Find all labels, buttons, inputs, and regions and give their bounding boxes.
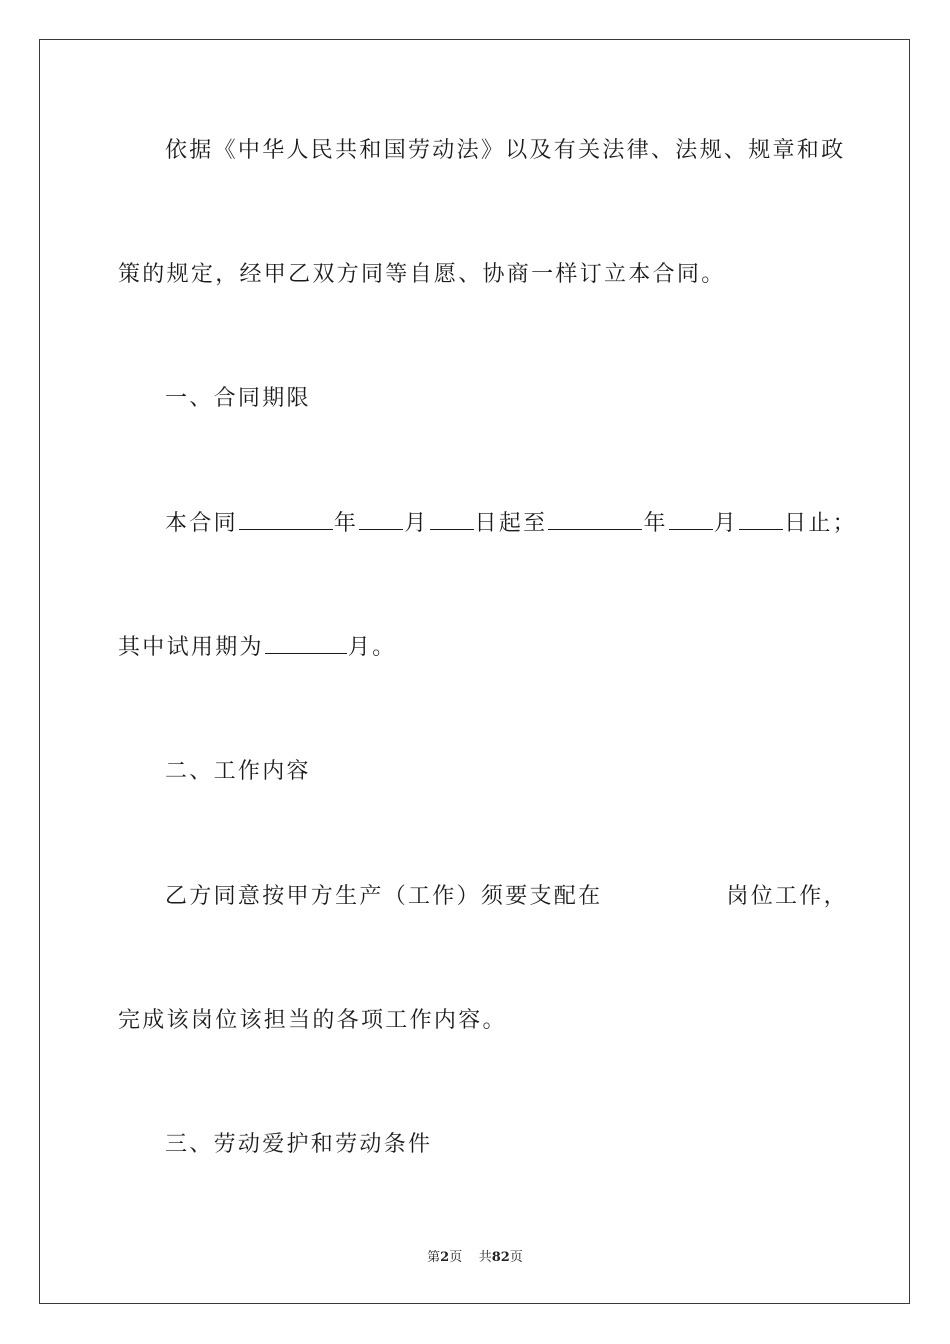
- contract-dates-text-5: 年: [643, 511, 668, 536]
- section-heading-contract-term: 一、合同期限: [165, 386, 311, 411]
- paragraph-work-assignment-line1: [165, 883, 848, 911]
- blank-end-month[interactable]: [669, 511, 713, 530]
- paragraph-intro-line1: 依据《中华人民共和国劳动法》以及有关法律、法规、规章和政: [165, 138, 846, 163]
- contract-dates-text-4: 日起至: [474, 511, 548, 536]
- footer-page-number: 2: [440, 1250, 450, 1265]
- section-heading-labor-protection: 三、劳动爱护和劳动条件: [165, 1132, 433, 1157]
- blank-end-year[interactable]: [548, 511, 642, 530]
- footer-page-suffix: 页: [449, 1250, 463, 1265]
- contract-dates-text-2: 年: [333, 511, 359, 536]
- footer-page-prefix: 第: [427, 1250, 441, 1265]
- paragraph-contract-dates: [165, 510, 857, 538]
- work-assignment-text-1: 乙方同意按甲方生产（工作）须要支配在: [165, 884, 603, 909]
- blank-end-day[interactable]: [739, 511, 783, 530]
- footer-total-suffix: 页: [509, 1250, 523, 1265]
- footer-total-prefix: 共: [478, 1250, 492, 1265]
- paragraph-work-assignment-line2: 完成该岗位该担当的各项工作内容。: [118, 1008, 507, 1033]
- paragraph-intro-line2: 策的规定，经甲乙双方同等自愿、协商一样订立本合同。: [118, 262, 726, 287]
- section-heading-work-content: 二、工作内容: [165, 759, 311, 784]
- paragraph-probation: [118, 634, 396, 662]
- work-assignment-text-2: 岗位工作，: [726, 884, 848, 909]
- footer-total-pages: 82: [491, 1250, 510, 1265]
- blank-start-day[interactable]: [430, 511, 474, 530]
- contract-dates-text-7: 日止；: [784, 511, 857, 536]
- blank-start-year[interactable]: [239, 511, 333, 530]
- page-border: [39, 39, 910, 1304]
- contract-dates-text-6: 月: [713, 511, 739, 536]
- probation-text-1: 其中试用期为: [118, 635, 264, 660]
- blank-probation-months[interactable]: [265, 635, 347, 654]
- blank-start-month[interactable]: [359, 511, 403, 530]
- contract-dates-text-1: 本合同: [165, 511, 238, 536]
- contract-dates-text-3: 月: [404, 511, 429, 536]
- probation-text-2: 月。: [347, 635, 397, 660]
- page-footer: [0, 1246, 950, 1265]
